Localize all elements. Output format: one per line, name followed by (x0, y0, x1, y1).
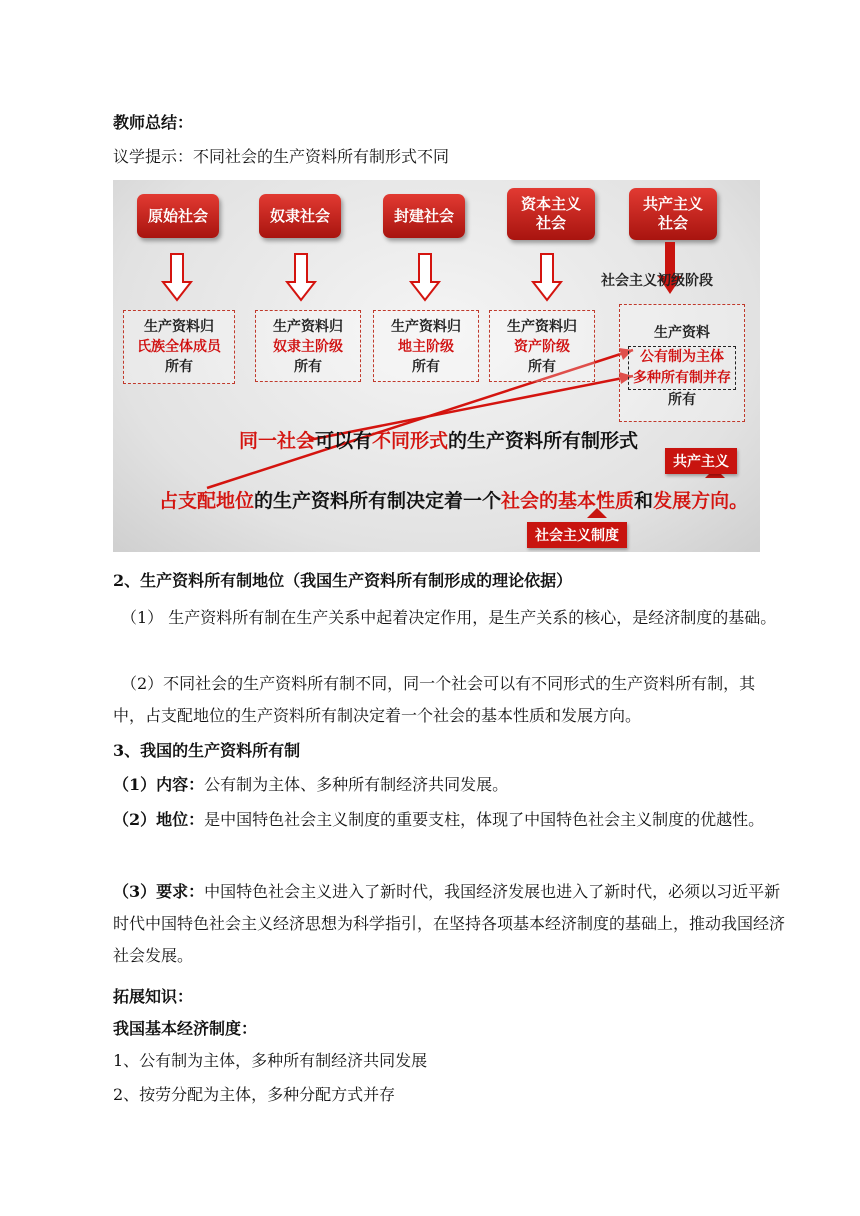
content-label: （1）内容： (113, 775, 205, 794)
basic-system-item1: 1、公有制为主体，多种所有制经济共同发展 (113, 1051, 428, 1070)
ownership-line1: 生产资料归 (507, 319, 577, 335)
down-arrow-2 (287, 254, 315, 300)
ownership-line3: 所有 (294, 359, 322, 375)
multiple-ownership-text: 多种所有制并存 (633, 370, 731, 386)
content-paragraph (113, 769, 785, 801)
ownership-box-primitive (123, 310, 235, 384)
ownership-line1: 生产资料归 (391, 319, 461, 335)
status-label: （2）地位： (113, 810, 205, 829)
ownership-line3: 所有 (412, 359, 440, 375)
tag-socialist-system: 社会主义制度 (527, 522, 627, 548)
tag-communism: 共产主义 (665, 448, 737, 474)
ownership-owner: 氏族全体成员 (137, 339, 221, 355)
ownership-box-feudal (373, 310, 479, 382)
section3-title: 3、我国的生产资料所有制 (113, 741, 301, 760)
ownership-line4: 所有 (668, 392, 696, 408)
statement-part: 占支配地位 (159, 490, 255, 512)
down-arrow-1 (163, 254, 191, 300)
statement-part: 社会的基本性质 (501, 490, 635, 512)
statement-part: 的生产资料所有制形式 (448, 430, 639, 452)
society-box-slave: 奴隶社会 (259, 194, 341, 238)
society-box-primitive: 原始社会 (137, 194, 219, 238)
section2-paragraph1-text: （1） 生产资料所有制在生产关系中起着决定作用，是生产关系的核心，是经济制度的基础。 (121, 608, 777, 627)
status-text: 是中国特色社会主义制度的重要支柱，体现了中国特色社会主义制度的优越性。 (204, 810, 765, 829)
section2-paragraph2 (113, 668, 785, 732)
statement-part: 不同形式 (372, 430, 449, 452)
ownership-box-socialist (619, 304, 745, 422)
teacher-summary-heading: 教师总结： (113, 113, 194, 132)
statement-same-society (239, 426, 638, 453)
status-paragraph (113, 804, 785, 836)
ownership-owner: 奴隶主阶级 (273, 339, 343, 355)
society-box-feudal: 封建社会 (383, 194, 465, 238)
requirement-text: 中国特色社会主义进入了新时代，我国经济发展也进入了新时代，必须以习近平新时代中国特色社会主义经济思想为科学指引，在坚持各项基本经济制度的基础上，推动我国经济社会发展。 (113, 882, 786, 965)
ownership-line1: 生产资料归 (144, 319, 214, 335)
extend-knowledge-heading: 拓展知识： (113, 987, 194, 1006)
ownership-diagram (113, 180, 760, 552)
down-arrow-4 (533, 254, 561, 300)
requirement-label: （3）要求： (113, 882, 205, 901)
ownership-box-capitalist (489, 310, 595, 382)
ownership-line3: 所有 (528, 359, 556, 375)
section2-title: 2、生产资料所有制地位（我国生产资料所有制形成的理论依据） (113, 571, 573, 590)
section2-paragraph2-text: （2）不同社会的生产资料所有制不同，同一个社会可以有不同形式的生产资料所有制，其中，占支配地位的生产资料所有制决定着一个社会的基本性质和发展方向。 (113, 674, 756, 725)
society-box-communist: 共产主义 社会 (629, 188, 717, 240)
discussion-hint: 议学提示：不同社会的生产资料所有制形式不同 (113, 147, 450, 166)
statement-part: 发展方向。 (653, 490, 749, 512)
section2-paragraph1 (113, 602, 785, 634)
basic-system-title: 我国基本经济制度： (113, 1019, 258, 1038)
ownership-line3: 所有 (165, 359, 193, 375)
statement-part: 的生产资料所有制决定着一个 (254, 490, 502, 512)
statement-dominant-ownership (159, 486, 748, 513)
ownership-line1: 生产资料 (654, 325, 710, 341)
statement-part: 可以有 (315, 430, 373, 452)
statement-part: 同一社会 (239, 430, 316, 452)
ownership-box-slave (255, 310, 361, 382)
socialist-stage-label: 社会主义初级阶段 (601, 273, 713, 289)
statement-part: 和 (634, 490, 654, 512)
down-arrow-3 (411, 254, 439, 300)
ownership-line1: 生产资料归 (273, 319, 343, 335)
basic-system-item2: 2、按劳分配为主体，多种分配方式并存 (113, 1085, 396, 1104)
ownership-public-private-box (628, 346, 736, 390)
ownership-owner: 资产阶级 (514, 339, 570, 355)
ownership-owner: 地主阶级 (398, 339, 454, 355)
requirement-paragraph (113, 876, 785, 972)
content-text: 公有制为主体、多种所有制经济共同发展。 (204, 775, 509, 794)
public-ownership-text: 公有制为主体 (640, 349, 724, 365)
society-box-capitalist: 资本主义 社会 (507, 188, 595, 240)
